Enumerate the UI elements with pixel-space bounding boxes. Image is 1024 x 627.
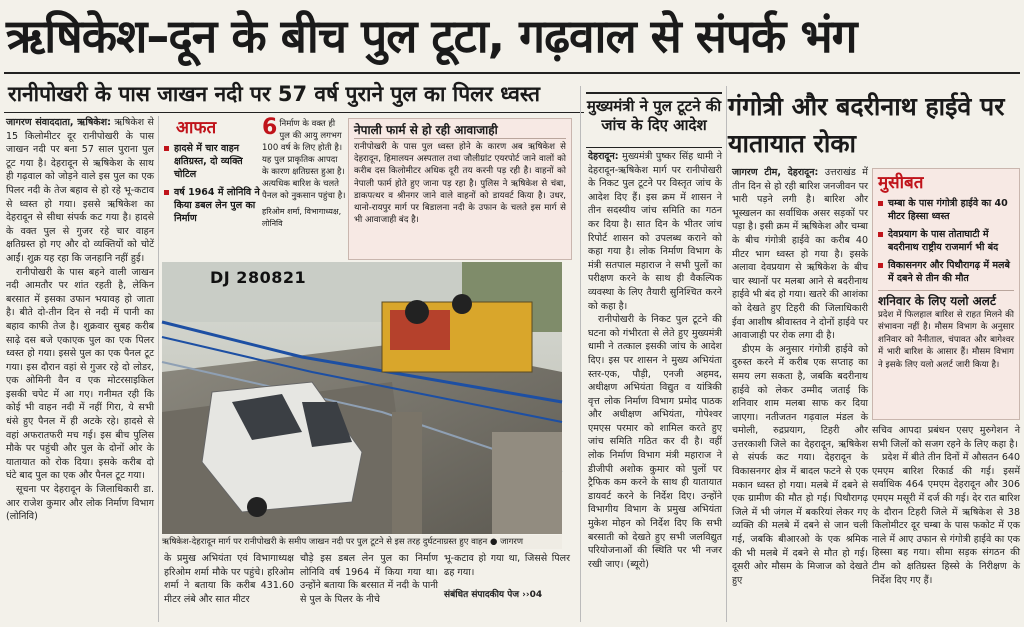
- editorial-ref: संबंधित संपादकीय पेज ››04: [444, 590, 543, 601]
- aafat-title: आफत: [176, 118, 217, 138]
- para-1: ऋषिकेश से 15 किलोमीटर दूर रानीपोखरी के पास जाखन नदी पर बना 57 साल पुराना पुल टूट गया है। देहरादून से ऋषिकेश के साथ ही गढ़वाल को जोड़ने वाले इस पुल का एक पिलर नदी के तेज बहाव से हो रहे भू-कटाव से ध्वस्त हो गया। इससे ऋषिकेश का देहरादून से सीधा संपर्क कट गया है। हादसे के वक्त पुल से गुजर रहे चार वाहन क्षतिग्रस्त हो गए और दो व्यक्तियों को चोटें आईं। शुक्र यह रहा कि जनहानि नहीं हुई।: [6, 117, 154, 264]
- column-divider: [158, 116, 159, 622]
- below-photo-col-1: [164, 552, 294, 624]
- column-divider: [580, 86, 581, 622]
- musibat-item: देवप्रयाग के पास तोताघाटी में बदरीनाथ राष्ट्रीय राजमार्ग भी बंद: [878, 228, 1014, 254]
- nepali-text: रानीपोखरी के पास पुल ध्वस्त होने के कारण अब ऋषिकेश से देहरादून, हिमालयन अस्पताल तथा जौलीग्रांट एयरपोर्ट जाने वालों को करीब दस किलोमीटर अधिक दूरी तय करनी पड़ रही है। वाहनों को नेपाली फार्म होते हुए जाना पड़ रहा है। पुलिस ने ऋषिकेश से चंबा, डाकपत्थर व श्रीनगर जाने वाले वाहनों को डायवर्ट किया है। उधर, थानो-रायपुर मार्ग पर बिडालना नदी के उफान के चलते इस मार्ग से भी आवाजाही बंद है।: [354, 142, 566, 226]
- dateline: जागरण संवाददाता, ऋषिकेश:: [6, 117, 111, 128]
- main-headline: ऋषिकेश–दून के बीच पुल टूटा, गढ़वाल से संपर्क भंग: [6, 9, 857, 63]
- column-left: [6, 116, 154, 622]
- photo-stamp: DJ 280821: [210, 268, 307, 287]
- right-dateline: जागरण टीम, देहरादून:: [732, 167, 819, 178]
- below-photo-col-2: [300, 552, 438, 624]
- subheadline-right: गंगोत्री और बदरीनाथ हाईवे पर यातायात रोका: [728, 92, 1005, 158]
- nepali-title: नेपाली फार्म से हो रही आवाजाही: [354, 122, 566, 139]
- musibat-item: विकासनगर और पिथौरागढ़ में मलबे में दबने से तीन की मौत: [878, 259, 1014, 285]
- column-right: [732, 166, 868, 586]
- subhead-rule: [4, 112, 584, 113]
- photo-caption: ऋषिकेश-देहरादून मार्ग पर रानीपोखरी के समीप जाखन नदी पर पुल टूटने से इस तरह दुर्घटनाग्रस्त हुए वाहन ● जागरण: [162, 535, 562, 549]
- quote-author: हरिओम शर्मा, विभागाध्यक्ष, लोनिवि: [262, 207, 342, 228]
- subheadline-left: रानीपोखरी के पास जाखन नदी पर 57 वर्ष पुराने पुल का पिलर ध्वस्त: [8, 82, 541, 106]
- nepali-farm-box: [348, 118, 572, 260]
- photo-illustration: [162, 262, 562, 534]
- right-para-2: डीएम के अनुसार गंगोत्री हाईवे को दुरुस्त करने में करीब एक सप्ताह का समय लग सकता है, जबकि बदरीनाथ हाईवे को लेकर उम्मीद जताई कि शनिवार शाम मलबा साफ कर दिया जाएगा। नतीजतन गढ़वाल मंडल के चमोली, रुद्रप्रयाग, टिहरी और उत्तरकाशी जिले का देहरादून, ऋषिकेश से संपर्क कट गया। देहरादून के विकासनगर क्षेत्र में बादल फटने से एक मकान ध्वस्त हो गया। मलबे में दबने से एक ग्रामीण की मौत हो गई। पिथौरागढ़ जिले में भी जंगल में बकरियां लेकर गए व्यक्ति की मलबे में दबने से जान चली गई, जबकि बीआरओ के एक श्रमिक की भी मलबे में दबने से मौत हो गई। दूसरी ओर मौसम के मिजाज को देखते हुए: [732, 343, 868, 586]
- musibat-title: मुसीबत: [878, 173, 924, 193]
- musibat-box: [872, 168, 1020, 420]
- column-divider: [726, 86, 727, 622]
- below-photo-text: के प्रमुख अभियंता एवं विभागाध्यक्ष हरिओम शर्मा मौके पर पहुंचे। हरिओम शर्मा ने बताया कि करीब 431.60 मीटर लंबे और सात मीटर: [164, 553, 294, 605]
- below-photo-text: चौड़े इस डबल लेन पुल का निर्माण लोनिवि वर्ष 1964 में किया गया था। उन्होंने बताया कि बरसात में नदी के पानी से पुल के पिलर के नीचे: [300, 553, 438, 605]
- mid-para-1: मुख्यमंत्री पुष्कर सिंह धामी ने देहरादून-ऋषिकेश मार्ग पर रानीपोखरी के निकट पुल टूटने पर विस्तृत जांच के आदेश दिए हैं। इस क्रम में शासन ने तीन सदस्यीय जांच समिति का गठन कर दिया है। सात दिन के भीतर जांच रिपोर्ट शासन को उपलब्ध कराने को कहा गया है। लोक निर्माण विभाग के मंत्री सतपाल महाराज ने सभी पुलों का परीक्षण करने के साथ ही वैकल्पिक व्यवस्था के लिए तैयारी सुनिश्चित करने को कहा है।: [588, 151, 722, 312]
- aafat-item: हादसे में चार वाहन क्षतिग्रस्त, दो व्यक्ति चोटिल: [164, 142, 260, 181]
- below-photo-text: भू-कटाव हो गया था, जिससे पिलर ढह गया।: [444, 553, 570, 578]
- right-bottom-para-1: सचिव आपदा प्रबंधन एसए मुरुगेशन ने सभी जिलों को सजग रहने के लिए कहा है।: [872, 425, 1020, 450]
- below-photo-col-3: [444, 552, 570, 624]
- aafat-item: वर्ष 1964 में लोनिवि ने किया डबल लेन पुल का निर्माण: [164, 186, 260, 225]
- quote-box: [262, 115, 346, 260]
- right-para-1: उत्तराखंड में तीन दिन से हो रही बारिश जनजीवन पर भारी पड़ने लगी है। बारिश और भूस्खलन का सर्वाधिक असर सड़कों पर पड़ा है। इसी क्रम में ऋषिकेश और चम्बा के बीच गंगोत्री हाईवे का करीब 40 मीटर भाग ध्वस्त हो गया है। इसके अलावा देवप्रयाग से ऋषिकेश के बीच चार स्थानों पर मलबा आने से बदरीनाथ हाईवे भी बंद हो गया। खतरे की आशंका को देखते हुए टिहरी की जिलाधिकारी ईवा आशीष श्रीवास्तव ने दोनों हाईवे पर आवाजाही पर रोक लगा दी है।: [732, 167, 868, 342]
- mid-title: मुख्यमंत्री ने पुल टूटने की जांच के दिए आदेश: [586, 97, 722, 134]
- right-bottom-para-2: प्रदेश में बीते तीन दिनों में औसतन 640 एमएम बारिश रिकार्ड की गई। इसमें सर्वाधिक 464 एमएम देहरादून और 306 एमएम मसूरी में दर्ज की गई। देर रात बारिश के दौरान टिहरी जिले में ऋषिकेश से 38 किलोमीटर दूर चम्बा के पास फकोट में एक नाले में आए उफान से गंगोत्री हाईवे का एक हिस्सा बह गया। सीमा सड़क संगठन की टीम को क्षतिग्रस्त हिस्से के निरीक्षण के निर्देश दिए गए हैं।: [872, 452, 1020, 586]
- musibat-list: [878, 197, 1014, 285]
- quote-icon: 6: [262, 115, 278, 140]
- aafat-list: [164, 142, 260, 225]
- musibat-item: चम्बा के पास गंगोत्री हाईवे का 40 मीटर हिस्सा ध्वस्त: [878, 197, 1014, 223]
- para-3: सूचना पर देहरादून के जिलाधिकारी डा. आर राजेश कुमार और लोक निर्माण विभाग (लोनिवि): [6, 484, 154, 523]
- mid-dateline: देहरादून:: [588, 151, 619, 162]
- headline-rule: [4, 72, 1020, 74]
- mid-para-2: रानीपोखरी के निकट पुल टूटने की घटना को गंभीरता से लेते हुए मुख्यमंत्री धामी ने तत्काल इसकी जांच के आदेश दिए। इस पर शासन ने मुख्य अभियंता स्तर-एक, पौड़ी, एनजी अहमद, अधीक्षण अभियंता विद्युत व यांत्रिकी वृत्त लोक निर्माण विभाग प्रमोद पाठक और अधीक्षण अभियंता, गोपेश्वर एमएस परमार को शामिल करते हुए जांच समिति गठित कर दी है। वहीं लोक निर्माण विभाग मंत्री महाराज ने डीजीपी अशोक कुमार को पुलों पर ट्रैफिक कम करने के साथ ही यातायात डायवर्ट करने के निर्देश दिए। उन्होंने विभागीय विभाग के प्रमुख अभियंता मुकेश मोहन को निर्देश दिए कि सभी बरसाती को देखते हुए सभी जलविद्युत परियोजनाओं की स्थिति पर भी नजर रखी जाए। (ब्यूरो): [588, 314, 722, 570]
- alert-text: प्रदेश में फिलहाल बारिश से राहत मिलने की संभावना नहीं है। मौसम विभाग के अनुसार शनिवार को नैनीताल, चंपावत और बागेश्वर में भारी बारिश के आसार हैं। मौसम विभाग ने इसके लिए यलो अलर्ट जारी किया है।: [878, 310, 1014, 370]
- bridge-collapse-photo: [162, 262, 562, 534]
- quote-text: निर्माण के वक्त ही पुल की आयु लगभग 100 वर्ष के लिए होती है। यह पुल प्राकृतिक आपदा के कारण क्षतिग्रस्त हुआ है। अत्यधिक बारिश के चलते पैनल को नुकसान पहुंचा है।: [262, 119, 346, 201]
- para-2: रानीपोखरी के पास बहने वाली जाखन नदी आमतौर पर शांत रहती है, लेकिन बरसात में इसका उफान भयावह हो जाता है। बीते दो-तीन दिन से नदी में पानी का बहाव काफी तेज है। शुक्रवार सुबह करीब साढ़े दस बजे एकाएक पुल का एक पिलर ध्वस्त हो गया। इससे पुल का एक पैनल टूट गया। इस दौरान वहां से गुजर रहे दो लोडर, एक ओमिनी वैन व एक मोटरसाइकिल इसकी चपेट में आ गए। गनीमत रही कि कोई भी वाहन नदी में नहीं गिरा, ये सभी धंसे हुए पैनल में ही अटके रहे। हादसे से वहां अफरातफरी मच गई। इस बीच पुलिस मौके पर पहुंची और पुल के दोनों ओर के यातायात को रोक दिया। इसके करीब दो घंटे बाद पुल का एक और पैनल टूट गया।: [6, 266, 154, 482]
- mid-title-box: [586, 92, 722, 148]
- alert-title: शनिवार के लिए यलो अलर्ट: [878, 290, 1014, 309]
- column-middle: [588, 150, 722, 622]
- column-right-bottom: [872, 424, 1020, 624]
- aafat-box: [164, 118, 260, 258]
